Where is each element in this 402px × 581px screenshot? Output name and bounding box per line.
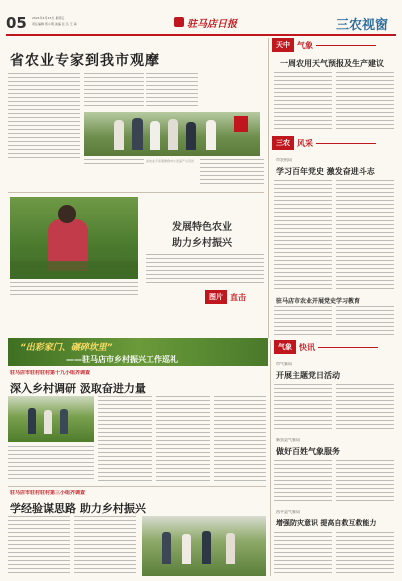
story2-photo <box>8 396 94 442</box>
lead-photo-caption: 省农业专家观摩我市小麦高产示范田 <box>146 159 195 163</box>
brief1-text-1 <box>274 384 332 432</box>
brief3-kicker: 西平县气象局 <box>276 510 300 514</box>
masthead <box>6 6 396 36</box>
brief3-text-1 <box>274 532 332 576</box>
story3-text-1 <box>8 516 70 576</box>
masthead-rule <box>6 34 396 36</box>
story3-kicker: 驻马店市驻村驻村第三小组齐调查 <box>10 490 86 496</box>
story2-text-4 <box>8 446 94 482</box>
feature-headline-1: 发展特色农业 <box>172 222 232 233</box>
lead-text-col4 <box>84 159 144 167</box>
feature-headline-2: 助力乡村振兴 <box>172 238 232 249</box>
feature-photo <box>10 197 138 279</box>
feature-tag-name: 直击 <box>230 292 246 302</box>
small-story-headline: 驻马店市农业开展党史学习教育 <box>276 298 361 305</box>
brief2-headline: 做好百姓气象服务 <box>276 446 340 456</box>
briefs-tag-box: 气象 <box>274 340 296 354</box>
small-story-text-2 <box>336 306 394 336</box>
briefs-tag-name: 快讯 <box>299 342 315 352</box>
feature-tag <box>205 290 246 304</box>
lead-text-col1 <box>8 73 80 161</box>
paper-logo <box>174 12 240 32</box>
brief3-headline: 增强防灾意识 提高自救互救能力 <box>276 518 377 527</box>
divider <box>8 486 266 487</box>
editor-line: 责任编辑 郑小明 美编 张 弘 王 真 <box>32 22 77 26</box>
brief1-kicker: 市气象局 <box>276 362 292 366</box>
weather-tag <box>272 38 376 52</box>
story3-photo <box>142 516 266 576</box>
education-text-1 <box>274 180 332 292</box>
lead-text-col3 <box>146 73 198 109</box>
weather-text-2 <box>336 72 394 130</box>
small-story-text-1 <box>274 306 332 336</box>
brief2-kicker: 新蔡县气象局 <box>276 438 300 442</box>
weather-headline: 一周农用天气预报及生产建议 <box>280 58 384 68</box>
banner-line-2: ——驻马店市乡村振兴工作巡礼 <box>66 355 178 364</box>
story3-text-2 <box>74 516 136 576</box>
column-separator <box>268 38 269 338</box>
lead-photo <box>84 112 260 156</box>
briefs-tag <box>274 340 378 354</box>
weather-tag-box: 天中 <box>272 38 294 52</box>
section-title: 三农视窗 <box>336 18 389 33</box>
education-kicker: 市农机局 <box>276 158 292 162</box>
campaign-banner <box>8 338 268 366</box>
feature-tag-box: 图片 <box>205 290 227 304</box>
brief2-text-2 <box>336 460 394 504</box>
education-headline: 学习百年党史 激发奋进斗志 <box>276 166 375 176</box>
brief3-text-2 <box>336 532 394 576</box>
paper-emblem-icon <box>174 17 184 27</box>
banner-line-1: “出彩家门、碾碎坎里” <box>20 343 113 353</box>
paper-name: 驻马店日报 <box>187 18 237 30</box>
date-line: 2021年4月23日 星期五 <box>32 16 65 20</box>
column-separator <box>270 340 271 576</box>
story2-text-1 <box>98 396 152 482</box>
feature-photo-caption <box>10 282 138 296</box>
story3-headline: 学经验谋思路 助力乡村振兴 <box>10 502 146 515</box>
lead-text-col5 <box>200 159 264 187</box>
education-text-2 <box>336 180 394 292</box>
weather-tag-name: 气象 <box>297 40 313 50</box>
page-number: 05 <box>6 14 27 32</box>
education-tag-box: 三农 <box>272 136 294 150</box>
story2-headline: 深入乡村调研 汲取奋进力量 <box>10 382 146 395</box>
brief1-headline: 开展主题党日活动 <box>276 370 340 380</box>
brief1-text-2 <box>336 384 394 432</box>
education-tag <box>272 136 376 150</box>
story2-text-2 <box>156 396 210 482</box>
brief2-text-1 <box>274 460 332 504</box>
feature-text <box>146 254 264 286</box>
education-tag-name: 风采 <box>297 138 313 148</box>
lead-text-col2 <box>84 73 144 109</box>
story2-kicker: 驻马店市驻村驻村第十九小组齐调查 <box>10 370 91 376</box>
weather-text-1 <box>274 72 332 130</box>
divider <box>8 192 264 193</box>
story2-text-3 <box>214 396 266 482</box>
lead-headline: 省农业专家到我市观摩 <box>10 53 160 69</box>
